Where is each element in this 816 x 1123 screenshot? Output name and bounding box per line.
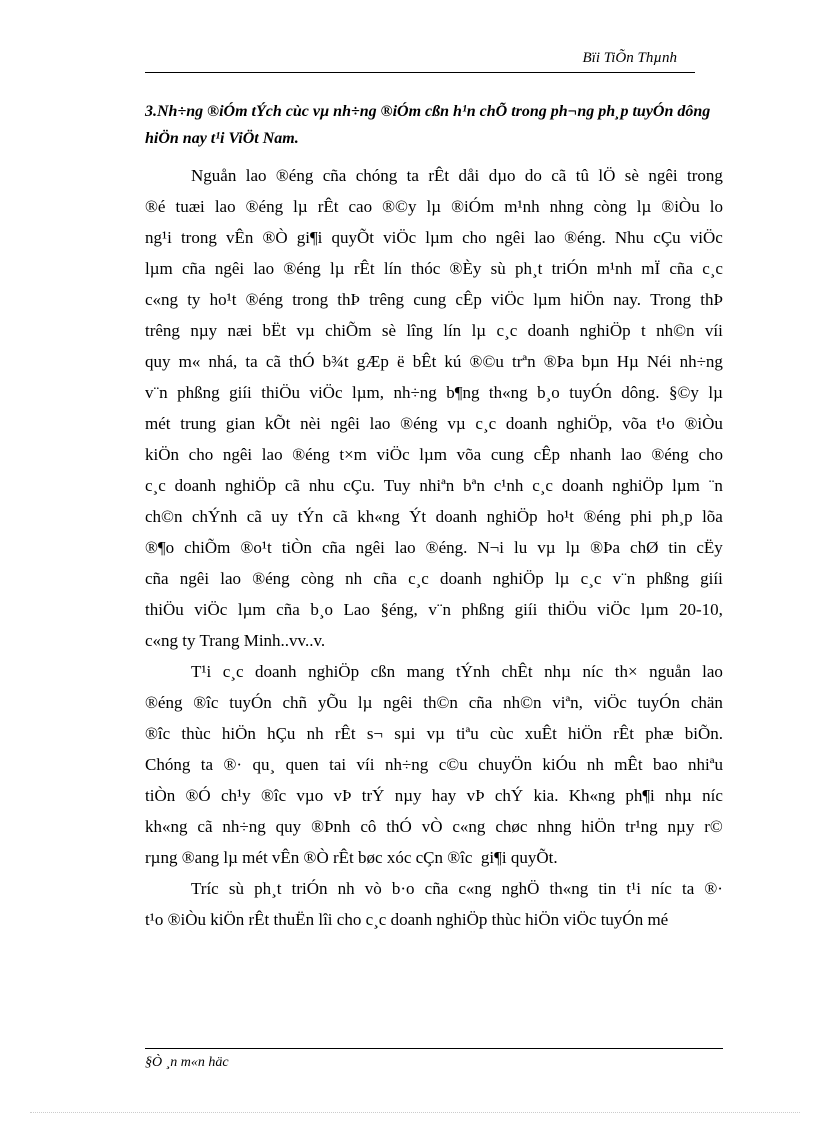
paragraph-1-line: thiÖu viÖc lµm cña b¸o Lao §éng, v¨n phßng giíi thiÖu viÖc lµm 20-10, xyxy=(145,600,723,619)
paragraph-1-line: ®¶o chiÕm ®o¹t tiÒn cña ngêi lao ®éng. N¬i lu vµ lµ ®Þa chØ tin cËy xyxy=(145,538,723,557)
page-edge-divider xyxy=(30,1112,800,1113)
paragraph-3-line: t¹o ®iÒu kiÖn rÊt thuËn lîi cho c¸c doanh nghiÖp thùc hiÖn viÖc tuyÓn mé xyxy=(145,910,669,929)
paragraph-1-line: kiÖn cho ngêi lao ®éng t×m viÖc lµm võa cung cÊp nhanh lao ®éng cho xyxy=(145,445,723,464)
paragraph-1-line: trêng nµy næi bËt vµ chiÕm sè lîng lín lµ c¸c doanh nghiÖp t nh©n víi xyxy=(145,321,723,340)
paragraph-1-line: ch©n chÝnh cã uy tÝn cã kh«ng Ýt doanh nghiÖp ho¹t ®éng phi ph¸p lõa xyxy=(145,507,723,526)
paragraph-1-line: quy m« nhá, ta cã thÓ b¾t gÆp ë bÊt kú ®©u trªn ®Þa bµn Hµ Néi nh÷ng xyxy=(145,352,723,371)
paragraph-1-line: c«ng ty ho¹t ®éng trong thÞ trêng cung cÊp viÖc lµm hiÖn nay. Trong thÞ xyxy=(145,290,723,309)
paragraph-2-line: Chóng ta ®· qu¸ quen tai víi nh÷ng c©u chuyÖn kiÓu nh mÊt bao nhiªu xyxy=(145,755,723,774)
paragraph-2-line: T¹i c¸c doanh nghiÖp cßn mang tÝnh chÊt nhµ níc th× nguån lao xyxy=(191,662,723,681)
document-body xyxy=(145,98,723,935)
paragraph-2-line: rµng ®ang lµ mét vÊn ®Ò rÊt bøc xóc cÇn ®îc gi¶i quyÕt. xyxy=(145,848,558,867)
section-heading-line-2: hiÖn nay t¹i ViÖt Nam. xyxy=(145,130,299,147)
paragraph-1-line: cña ngêi lao ®éng còng nh cña c¸c doanh nghiÖp lµ c¸c v¨n phßng giíi xyxy=(145,569,723,588)
paragraph-3-line: Tríc sù ph¸t triÓn nh vò b·o cña c«ng nghÖ th«ng tin t¹i níc ta ®· xyxy=(191,879,723,898)
page-header xyxy=(145,48,695,73)
page-footer xyxy=(145,1048,723,1071)
paragraph-2-line: ®éng ®îc tuyÓn chñ yÕu lµ ngêi th©n cña nh©n viªn, viÖc tuyÓn chän xyxy=(145,693,723,712)
paragraph-1-line: ng¹i trong vÊn ®Ò gi¶i quyÕt viÖc lµm cho ngêi lao ®éng. Nhu cÇu viÖc xyxy=(145,228,723,247)
footer-text: §Ò ¸n m«n häc xyxy=(145,1055,229,1070)
paragraph-2-line: ®îc thùc hiÖn hÇu nh rÊt s¬ sµi vµ tiªu cùc xuÊt hiÖn rÊt phæ biÕn. xyxy=(145,724,723,743)
paragraph-1-line: Nguån lao ®éng cña chóng ta rÊt dåi dµo do cã tû lÖ sè ngêi trong xyxy=(191,166,723,185)
paragraph-2-line: kh«ng cã nh÷ng quy ®Þnh cô thÓ vÒ c«ng chøc nhng hiÖn tr¹ng nµy r© xyxy=(145,817,723,836)
paragraph-1-line: c«ng ty Trang Minh..vv..v. xyxy=(145,631,326,650)
paragraph-1-line: lµm cña ngêi lao ®éng lµ rÊt lín thóc ®Èy sù ph¸t triÓn m¹nh mÏ cña c¸c xyxy=(145,259,723,278)
paragraph-1-line: ®é tuæi lao ®éng lµ rÊt cao ®©y lµ ®iÓm m¹nh nhng còng lµ ®iÒu lo xyxy=(145,197,723,216)
paragraph-1-line: v¨n phßng giíi thiÖu viÖc lµm, nh÷ng b¶ng th«ng b¸o tuyÓn dông. §©y lµ xyxy=(145,383,723,402)
section-heading xyxy=(145,98,723,152)
header-author: Bïi TiÕn Thµnh xyxy=(582,50,677,66)
paragraph-2-line: tiÒn ®Ó ch¹y ®îc vµo vÞ trÝ nµy hay vÞ chÝ kia. Kh«ng ph¶i nhµ níc xyxy=(145,786,723,805)
paragraph-1-line: c¸c doanh nghiÖp cã nhu cÇu. Tuy nhiªn bªn c¹nh c¸c doanh nghiÖp lµm ¨n xyxy=(145,476,723,495)
paragraph-1-line: mét trung gian kÕt nèi ngêi lao ®éng vµ c¸c doanh nghiÖp, võa t¹o ®iÒu xyxy=(145,414,723,433)
section-heading-line-1: 3.Nh÷ng ®iÓm tÝch cùc vµ nh÷ng ®iÓm cßn h¹n chÕ trong ph¬ng ph¸p tuyÓn dông xyxy=(145,103,711,120)
paragraph-lines xyxy=(145,160,723,935)
